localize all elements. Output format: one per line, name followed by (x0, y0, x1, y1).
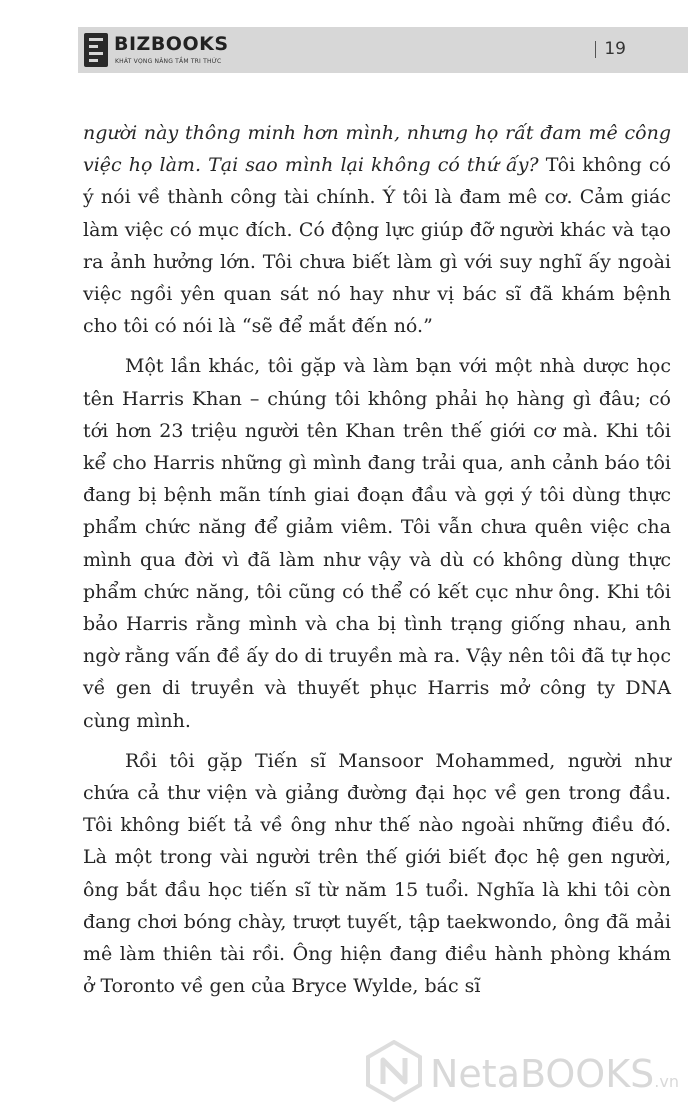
page-body (83, 117, 671, 1010)
netabooks-logo-icon (366, 1040, 422, 1102)
paragraph-text: Tôi không có ý nói về thành công tài chính. Ý tôi là đam mê cơ. Cảm giác làm việc có mục đích. Có động lực giúp đỡ người khác và tạo ra ảnh hưởng lớn. Tôi chưa biết làm gì với suy nghĩ ấy ngoài việc ngồi yên quan sát nó hay như vị bác sĩ đã khám bệnh cho tôi có nói là “sẽ để mắt đến nó.” (83, 154, 671, 338)
paragraph-1 (83, 117, 671, 342)
paragraph-2: Một lần khác, tôi gặp và làm bạn với một nhà dược học tên Harris Khan – chúng tôi không phải họ hàng gì đâu; có tới hơn 23 triệu người tên Khan trên thế giới cơ mà. Khi tôi kể cho Harris những gì mình đang trải qua, anh cảnh báo tôi đang bị bệnh mãn tính giai đoạn đầu và gợi ý tôi dùng thực phẩm chức năng để giảm viêm. Tôi vẫn chưa quên việc cha mình qua đời vì đã làm như vậy và dù có không dùng thực phẩm chức năng, tôi cũng có thể có kết cục như ông. Khi tôi bảo Harris rằng mình và cha bị tình trạng giống nhau, anh ngờ rằng vấn đề ấy do di truyền mà ra. Vậy nên tôi đã tự học về gen di truyền và thuyết phục Harris mở công ty DNA cùng mình. (83, 355, 671, 732)
italic-text: người này thông minh hơn mình, nhưng họ rất đam mê công việc họ làm. Tại sao mình lại không có thứ ấy? (83, 122, 671, 177)
paragraph-3: Rồi tôi gặp Tiến sĩ Mansoor Mohammed, người như chứa cả thư viện và giảng đường đại học về gen trong đầu. Tôi không biết tả về ông như thế nào ngoài những điều đó. Là một trong vài người trên thế giới biết đọc hệ gen người, ông bắt đầu học tiến sĩ từ năm 15 tuổi. Nghĩa là khi tôi còn đang chơi bóng chày, trượt tuyết, tập taekwondo, ông đã mải mê làm thiên tài rồi. Ông hiện đang điều hành phòng khám ở Toronto về gen của Bryce Wylde, bác sĩ (83, 749, 671, 998)
page-number-value: 19 (604, 39, 626, 59)
page-number (593, 39, 626, 59)
publisher-brand: BIZBOOKS (114, 33, 229, 55)
bizbooks-logo-icon (84, 33, 108, 67)
running-header (78, 27, 688, 73)
publisher-tagline: KHÁT VỌNG NÂNG TẦM TRI THỨC (115, 58, 222, 65)
watermark-text: NetaBOOKS.vn (430, 1052, 679, 1096)
header-separator: | (592, 39, 599, 59)
